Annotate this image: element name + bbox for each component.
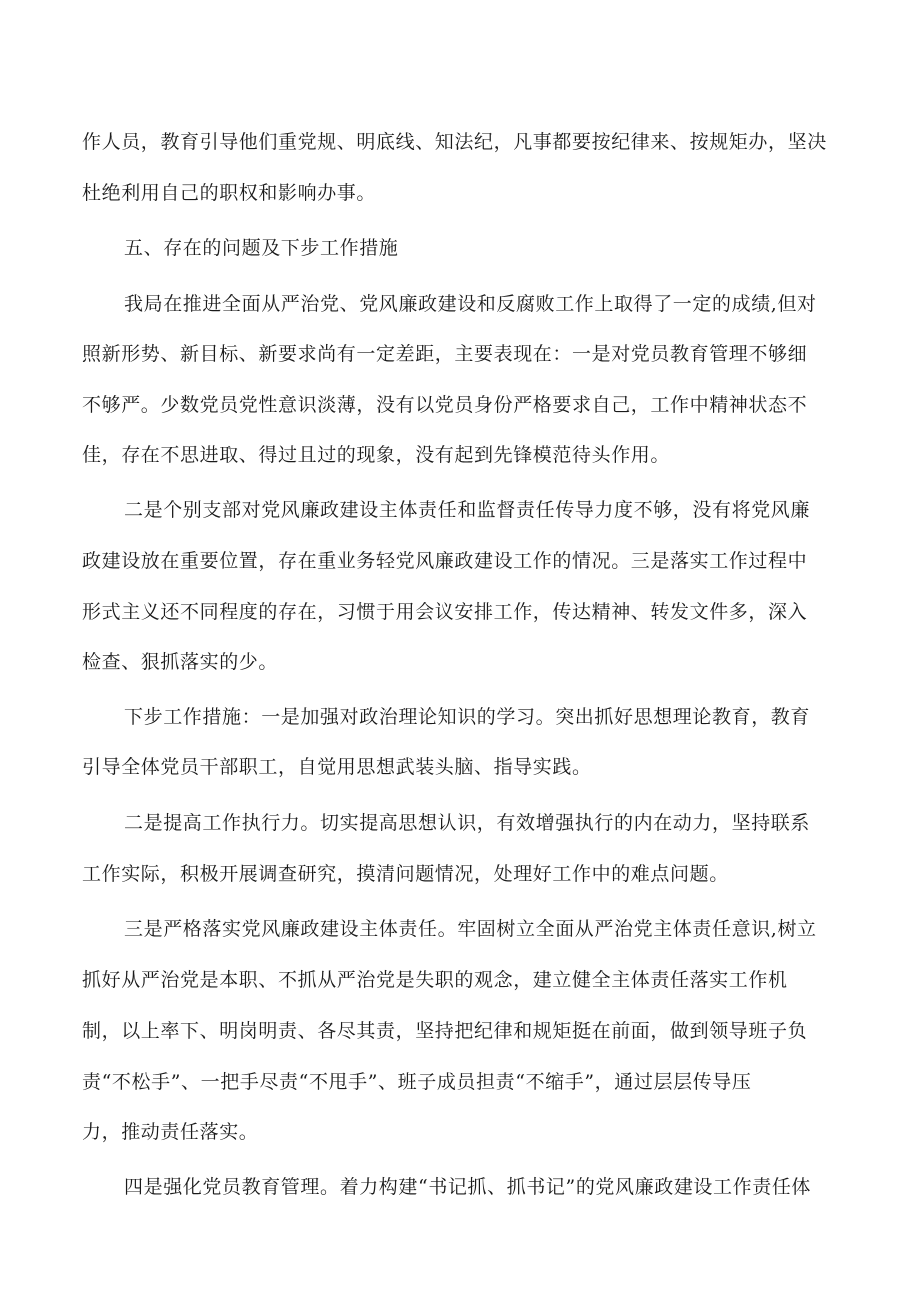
- text-line: 佳，存在不思进取、得过且过的现象，没有起到先锋模范待头作用。: [82, 444, 671, 466]
- text-line: 三是严格落实党风廉政建设主体责任。牢固树立全面从严治党主体责任意识,树立: [124, 918, 817, 940]
- text-line: 不够严。少数党员党性意识淡薄，没有以党员身份严格要求自己，工作中精神状态不: [82, 394, 808, 416]
- text-line: 照新形势、新目标、新要求尚有一定差距，主要表现在：一是对党员教育管理不够细: [82, 343, 808, 365]
- text-line: 杜绝利用自己的职权和影响办事。: [82, 182, 377, 204]
- text-line: 二是个别支部对党风廉政建设主体责任和监督责任传导力度不够，没有将党风廉: [124, 499, 811, 521]
- text-line: 二是提高工作执行力。切实提高思想认识，有效增强执行的内在动力，坚持联系: [124, 812, 811, 834]
- text-line: 作人员，教育引导他们重党规、明底线、知法纪，凡事都要按纪律来、按规矩办，坚决: [82, 131, 827, 153]
- text-line: 形式主义还不同程度的存在，习惯于用会议安排工作，传达精神、转发文件多，深入: [82, 601, 808, 623]
- text-line: 我局在推进全面从严治党、党风廉政建设和反腐败工作上取得了一定的成绩,但对: [124, 293, 817, 315]
- text-line: 工作实际，积极开展调查研究，摸清问题情况，处理好工作中的难点问题。: [82, 863, 729, 885]
- text-line: 引导全体党员干部职工，自觉用思想武装头脑、指导实践。: [82, 756, 592, 778]
- text-line: 政建设放在重要位置，存在重业务轻党风廉政建设工作的情况。三是落实工作过程中: [82, 550, 808, 572]
- text-line: 下步工作措施：一是加强对政治理论知识的学习。突出抓好思想理论教育，教育: [124, 706, 811, 728]
- text-line: 抓好从严治党是本职、不抓从严治党是失职的观念，建立健全主体责任落实工作机: [82, 969, 788, 991]
- text-line: 制，以上率下、明岗明责、各尽其责，坚持把纪律和规矩挺在前面，做到领导班子负: [82, 1020, 808, 1042]
- text-line: 四是强化党员教育管理。着力构建“书记抓、抓书记”的党风廉政建设工作责任体: [124, 1176, 812, 1198]
- section-heading: 五、存在的问题及下步工作措施: [124, 237, 399, 259]
- text-line: 检查、狠抓落实的少。: [82, 651, 279, 673]
- text-line: 力，推动责任落实。: [82, 1121, 259, 1143]
- text-line: 责“不松手”、一把手尽责“不甩手”、班子成员担责“不缩手”，通过层层传导压: [82, 1071, 752, 1093]
